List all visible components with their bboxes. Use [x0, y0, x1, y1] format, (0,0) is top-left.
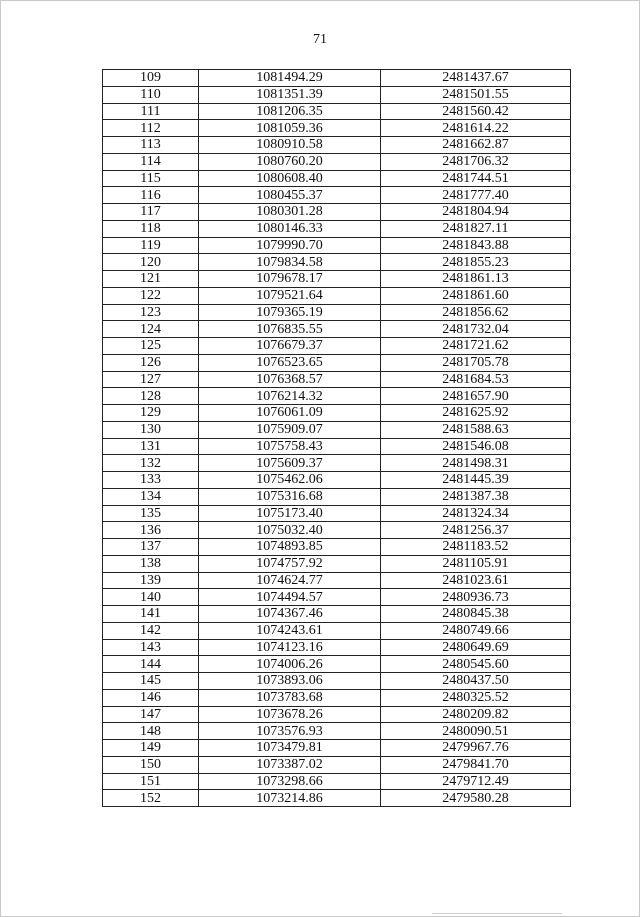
table-row — [103, 120, 571, 137]
y-coordinate-cell: 2480845.38 — [381, 606, 571, 623]
table-row — [103, 740, 571, 757]
table-row — [103, 405, 571, 422]
y-coordinate-cell: 2481625.92 — [381, 405, 571, 422]
x-coordinate-cell: 1076835.55 — [199, 321, 381, 338]
table-row — [103, 271, 571, 288]
point-number-cell: 126 — [103, 354, 199, 371]
x-coordinate-cell: 1081494.29 — [199, 70, 381, 87]
point-number-cell: 132 — [103, 455, 199, 472]
y-coordinate-cell: 2479841.70 — [381, 756, 571, 773]
point-number-cell: 110 — [103, 86, 199, 103]
point-number-cell: 150 — [103, 756, 199, 773]
y-coordinate-cell: 2481804.94 — [381, 204, 571, 221]
x-coordinate-cell: 1075609.37 — [199, 455, 381, 472]
y-coordinate-cell: 2481827.11 — [381, 220, 571, 237]
point-number-cell: 109 — [103, 70, 199, 87]
table-row — [103, 287, 571, 304]
point-number-cell: 141 — [103, 606, 199, 623]
y-coordinate-cell: 2480090.51 — [381, 723, 571, 740]
table-row — [103, 673, 571, 690]
x-coordinate-cell: 1079834.58 — [199, 254, 381, 271]
table-row — [103, 572, 571, 589]
y-coordinate-cell: 2481657.90 — [381, 388, 571, 405]
y-coordinate-cell: 2481684.53 — [381, 371, 571, 388]
point-number-cell: 138 — [103, 555, 199, 572]
table-row — [103, 455, 571, 472]
coordinates-table-body — [103, 70, 571, 807]
table-row — [103, 321, 571, 338]
y-coordinate-cell: 2480325.52 — [381, 689, 571, 706]
x-coordinate-cell: 1076679.37 — [199, 338, 381, 355]
y-coordinate-cell: 2479580.28 — [381, 790, 571, 807]
y-coordinate-cell: 2481546.08 — [381, 438, 571, 455]
table-row — [103, 756, 571, 773]
y-coordinate-cell: 2480545.60 — [381, 656, 571, 673]
y-coordinate-cell: 2481706.32 — [381, 153, 571, 170]
x-coordinate-cell: 1079365.19 — [199, 304, 381, 321]
table-row — [103, 421, 571, 438]
y-coordinate-cell: 2481501.55 — [381, 86, 571, 103]
point-number-cell: 140 — [103, 589, 199, 606]
x-coordinate-cell: 1075032.40 — [199, 522, 381, 539]
y-coordinate-cell: 2481614.22 — [381, 120, 571, 137]
point-number-cell: 123 — [103, 304, 199, 321]
point-number-cell: 118 — [103, 220, 199, 237]
table-row — [103, 70, 571, 87]
table-row — [103, 137, 571, 154]
table-row — [103, 689, 571, 706]
table-row — [103, 639, 571, 656]
point-number-cell: 130 — [103, 421, 199, 438]
table-row — [103, 790, 571, 807]
point-number-cell: 147 — [103, 706, 199, 723]
y-coordinate-cell: 2481777.40 — [381, 187, 571, 204]
point-number-cell: 122 — [103, 287, 199, 304]
x-coordinate-cell: 1081059.36 — [199, 120, 381, 137]
y-coordinate-cell: 2481721.62 — [381, 338, 571, 355]
table-row — [103, 706, 571, 723]
point-number-cell: 111 — [103, 103, 199, 120]
x-coordinate-cell: 1075173.40 — [199, 505, 381, 522]
x-coordinate-cell: 1079990.70 — [199, 237, 381, 254]
point-number-cell: 139 — [103, 572, 199, 589]
point-number-cell: 124 — [103, 321, 199, 338]
table-row — [103, 237, 571, 254]
y-coordinate-cell: 2480437.50 — [381, 673, 571, 690]
y-coordinate-cell: 2480749.66 — [381, 622, 571, 639]
x-coordinate-cell: 1080760.20 — [199, 153, 381, 170]
point-number-cell: 127 — [103, 371, 199, 388]
table-row — [103, 539, 571, 556]
point-number-cell: 148 — [103, 723, 199, 740]
table-row — [103, 204, 571, 221]
y-coordinate-cell: 2481861.13 — [381, 271, 571, 288]
x-coordinate-cell: 1080301.28 — [199, 204, 381, 221]
y-coordinate-cell: 2481560.42 — [381, 103, 571, 120]
table-row — [103, 589, 571, 606]
table-row — [103, 354, 571, 371]
y-coordinate-cell: 2481256.37 — [381, 522, 571, 539]
table-row — [103, 103, 571, 120]
point-number-cell: 133 — [103, 472, 199, 489]
x-coordinate-cell: 1075909.07 — [199, 421, 381, 438]
x-coordinate-cell: 1073479.81 — [199, 740, 381, 757]
y-coordinate-cell: 2481588.63 — [381, 421, 571, 438]
table-row — [103, 153, 571, 170]
x-coordinate-cell: 1080910.58 — [199, 137, 381, 154]
point-number-cell: 113 — [103, 137, 199, 154]
table-row — [103, 622, 571, 639]
table-row — [103, 505, 571, 522]
point-number-cell: 128 — [103, 388, 199, 405]
point-number-cell: 120 — [103, 254, 199, 271]
y-coordinate-cell: 2481445.39 — [381, 472, 571, 489]
point-number-cell: 152 — [103, 790, 199, 807]
x-coordinate-cell: 1076061.09 — [199, 405, 381, 422]
point-number-cell: 142 — [103, 622, 199, 639]
x-coordinate-cell: 1081206.35 — [199, 103, 381, 120]
table-row — [103, 187, 571, 204]
table-row — [103, 371, 571, 388]
table-row — [103, 488, 571, 505]
x-coordinate-cell: 1079521.64 — [199, 287, 381, 304]
table-row — [103, 388, 571, 405]
point-number-cell: 145 — [103, 673, 199, 690]
y-coordinate-cell: 2481705.78 — [381, 354, 571, 371]
table-row — [103, 606, 571, 623]
point-number-cell: 115 — [103, 170, 199, 187]
point-number-cell: 116 — [103, 187, 199, 204]
table-row — [103, 723, 571, 740]
y-coordinate-cell: 2481023.61 — [381, 572, 571, 589]
scan-artifact-line — [432, 913, 562, 914]
point-number-cell: 117 — [103, 204, 199, 221]
y-coordinate-cell: 2480649.69 — [381, 639, 571, 656]
x-coordinate-cell: 1080146.33 — [199, 220, 381, 237]
point-number-cell: 143 — [103, 639, 199, 656]
x-coordinate-cell: 1075316.68 — [199, 488, 381, 505]
y-coordinate-cell: 2481856.62 — [381, 304, 571, 321]
x-coordinate-cell: 1073893.06 — [199, 673, 381, 690]
y-coordinate-cell: 2481855.23 — [381, 254, 571, 271]
x-coordinate-cell: 1076368.57 — [199, 371, 381, 388]
point-number-cell: 135 — [103, 505, 199, 522]
x-coordinate-cell: 1073783.68 — [199, 689, 381, 706]
x-coordinate-cell: 1073387.02 — [199, 756, 381, 773]
x-coordinate-cell: 1073576.93 — [199, 723, 381, 740]
point-number-cell: 125 — [103, 338, 199, 355]
x-coordinate-cell: 1074243.61 — [199, 622, 381, 639]
x-coordinate-cell: 1076523.65 — [199, 354, 381, 371]
x-coordinate-cell: 1079678.17 — [199, 271, 381, 288]
y-coordinate-cell: 2481437.67 — [381, 70, 571, 87]
table-row — [103, 472, 571, 489]
point-number-cell: 119 — [103, 237, 199, 254]
table-row — [103, 220, 571, 237]
y-coordinate-cell: 2481732.04 — [381, 321, 571, 338]
table-row — [103, 656, 571, 673]
y-coordinate-cell: 2481183.52 — [381, 539, 571, 556]
x-coordinate-cell: 1080455.37 — [199, 187, 381, 204]
x-coordinate-cell: 1074893.85 — [199, 539, 381, 556]
point-number-cell: 112 — [103, 120, 199, 137]
table-row — [103, 254, 571, 271]
point-number-cell: 137 — [103, 539, 199, 556]
y-coordinate-cell: 2479967.76 — [381, 740, 571, 757]
x-coordinate-cell: 1074006.26 — [199, 656, 381, 673]
y-coordinate-cell: 2481498.31 — [381, 455, 571, 472]
table-row — [103, 86, 571, 103]
y-coordinate-cell: 2481662.87 — [381, 137, 571, 154]
x-coordinate-cell: 1073298.66 — [199, 773, 381, 790]
point-number-cell: 151 — [103, 773, 199, 790]
y-coordinate-cell: 2481324.34 — [381, 505, 571, 522]
x-coordinate-cell: 1074123.16 — [199, 639, 381, 656]
y-coordinate-cell: 2480936.73 — [381, 589, 571, 606]
y-coordinate-cell: 2481744.51 — [381, 170, 571, 187]
point-number-cell: 149 — [103, 740, 199, 757]
x-coordinate-cell: 1074624.77 — [199, 572, 381, 589]
table-row — [103, 438, 571, 455]
point-number-cell: 136 — [103, 522, 199, 539]
y-coordinate-cell: 2481387.38 — [381, 488, 571, 505]
point-number-cell: 146 — [103, 689, 199, 706]
y-coordinate-cell: 2481861.60 — [381, 287, 571, 304]
x-coordinate-cell: 1080608.40 — [199, 170, 381, 187]
table-row — [103, 170, 571, 187]
coordinates-table — [102, 69, 571, 807]
table-row — [103, 338, 571, 355]
x-coordinate-cell: 1074757.92 — [199, 555, 381, 572]
x-coordinate-cell: 1074367.46 — [199, 606, 381, 623]
y-coordinate-cell: 2480209.82 — [381, 706, 571, 723]
x-coordinate-cell: 1075462.06 — [199, 472, 381, 489]
x-coordinate-cell: 1074494.57 — [199, 589, 381, 606]
x-coordinate-cell: 1081351.39 — [199, 86, 381, 103]
point-number-cell: 131 — [103, 438, 199, 455]
point-number-cell: 129 — [103, 405, 199, 422]
table-row — [103, 773, 571, 790]
point-number-cell: 121 — [103, 271, 199, 288]
table-row — [103, 304, 571, 321]
point-number-cell: 144 — [103, 656, 199, 673]
point-number-cell: 134 — [103, 488, 199, 505]
x-coordinate-cell: 1076214.32 — [199, 388, 381, 405]
table-row — [103, 555, 571, 572]
table-row — [103, 522, 571, 539]
point-number-cell: 114 — [103, 153, 199, 170]
y-coordinate-cell: 2481843.88 — [381, 237, 571, 254]
x-coordinate-cell: 1075758.43 — [199, 438, 381, 455]
x-coordinate-cell: 1073214.86 — [199, 790, 381, 807]
x-coordinate-cell: 1073678.26 — [199, 706, 381, 723]
y-coordinate-cell: 2481105.91 — [381, 555, 571, 572]
page-number: 71 — [313, 32, 327, 47]
y-coordinate-cell: 2479712.49 — [381, 773, 571, 790]
